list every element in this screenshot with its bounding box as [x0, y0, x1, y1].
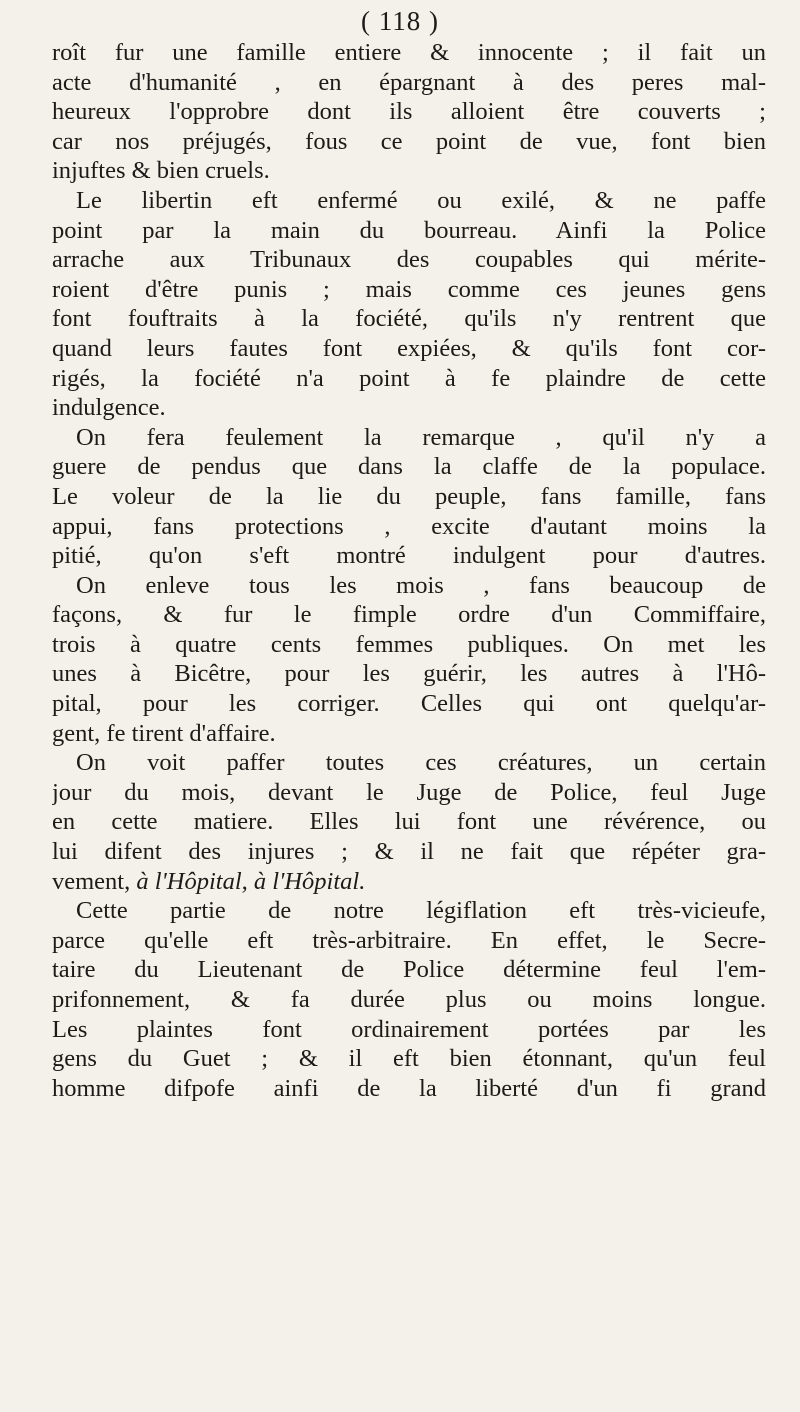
text-line-content: On voit paffer toutes ces créatures, un certain [76, 749, 766, 777]
text-line [52, 245, 766, 275]
body-text [52, 38, 766, 1103]
text-line-content: pital, pour les corriger. Celles qui ont quelqu'ar- [52, 690, 766, 718]
text-line [52, 452, 766, 482]
text-line-content: Le voleur de la lie du peuple, fans famille, fans [52, 482, 766, 510]
text-line [52, 837, 766, 867]
text-line [52, 985, 766, 1015]
text-line-content: en cette matiere. Elles lui font une révérence, ou [52, 808, 766, 836]
text-line-content: pitié, qu'on s'eft montré indulgent pour d'autres. [52, 542, 766, 570]
text-line [52, 689, 766, 719]
text-line-content: indulgence. [52, 394, 166, 422]
text-line-content: heureux l'opprobre dont ils alloient être couverts ; [52, 98, 766, 126]
text-line [52, 1074, 766, 1104]
text-line-content: trois à quatre cents femmes publiques. On met les [52, 630, 766, 658]
text-line [52, 97, 766, 127]
text-line [52, 127, 766, 157]
text-line-content: car nos préjugés, fous ce point de vue, font bien [52, 127, 766, 155]
text-line [52, 955, 766, 985]
text-line [52, 659, 766, 689]
text-line-content: On enleve tous les mois , fans beaucoup de [76, 571, 766, 599]
text-line-content: jour du mois, devant le Juge de Police, feul Juge [52, 778, 766, 806]
text-line-content: unes à Bicêtre, pour les guérir, les autres à l'Hô- [52, 660, 766, 688]
text-line [52, 719, 766, 749]
text-line [52, 38, 766, 68]
text-line-content: Cette partie de notre légiflation eft très-vicieufe, [76, 897, 766, 925]
text-line [52, 1015, 766, 1045]
text-line [52, 748, 766, 778]
text-line [52, 512, 766, 542]
text-line-content: point par la main du bourreau. Ainfi la Police [52, 216, 766, 244]
text-line-content: gens du Guet ; & il eft bien étonnant, qu'un feul [52, 1045, 766, 1073]
text-line [52, 393, 766, 423]
text-line [52, 482, 766, 512]
text-line [52, 68, 766, 98]
text-line [52, 778, 766, 808]
text-line-content: homme difpofe ainfi de la liberté d'un fi grand [52, 1074, 766, 1102]
text-line-content: Les plaintes font ordinairement portées par les [52, 1015, 766, 1043]
text-line [52, 304, 766, 334]
text-line-content: vement, [52, 867, 137, 895]
text-line-content: lui difent des injures ; & il ne fait que répéter gra- [52, 838, 766, 866]
text-line [52, 807, 766, 837]
text-line-content: font fouftraits à la fociété, qu'ils n'y rentrent que [52, 305, 766, 333]
text-line-content: appui, fans protections , excite d'autant moins la [52, 512, 766, 540]
text-line [52, 216, 766, 246]
text-line-content: gent, fe tirent d'affaire. [52, 719, 276, 747]
text-line [52, 1044, 766, 1074]
text-line-content: arrache aux Tribunaux des coupables qui mérite- [52, 246, 766, 274]
text-line [52, 156, 766, 186]
text-line [52, 600, 766, 630]
italic-phrase: à l'Hôpital, à l'Hôpital. [136, 867, 366, 895]
text-line-content: guere de pendus que dans la claffe de la populace. [52, 453, 766, 481]
text-line-content: quand leurs fautes font expiées, & qu'ils font cor- [52, 334, 766, 362]
text-line [52, 186, 766, 216]
text-line-content: parce qu'elle eft très-arbitraire. En effet, le Secre- [52, 926, 766, 954]
text-line [52, 630, 766, 660]
page-number: ( 118 ) [361, 6, 439, 36]
text-line [52, 423, 766, 453]
text-line-content: roient d'être punis ; mais comme ces jeunes gens [52, 275, 766, 303]
text-line [52, 926, 766, 956]
text-line-content: On fera feulement la remarque , qu'il n'y a [76, 423, 766, 451]
text-line-content: Le libertin eft enfermé ou exilé, & ne paffe [76, 186, 766, 214]
text-line [52, 867, 766, 897]
text-line-content: rigés, la fociété n'a point à fe plaindre de cette [52, 364, 766, 392]
text-line-content: façons, & fur le fimple ordre d'un Commiffaire, [52, 601, 766, 629]
text-line [52, 275, 766, 305]
text-line [52, 896, 766, 926]
text-line [52, 571, 766, 601]
text-line [52, 334, 766, 364]
text-line [52, 541, 766, 571]
text-line-content: roît fur une famille entiere & innocente ; il fait un [52, 39, 766, 66]
text-line-content: prifonnement, & fa durée plus ou moins longue. [52, 986, 766, 1013]
text-line-content: injuftes & bien cruels. [52, 157, 270, 185]
text-line-content: taire du Lieutenant de Police détermine feul l'em- [52, 956, 766, 984]
text-line [52, 364, 766, 394]
text-line-content: acte d'humanité , en épargnant à des peres mal- [52, 68, 766, 96]
